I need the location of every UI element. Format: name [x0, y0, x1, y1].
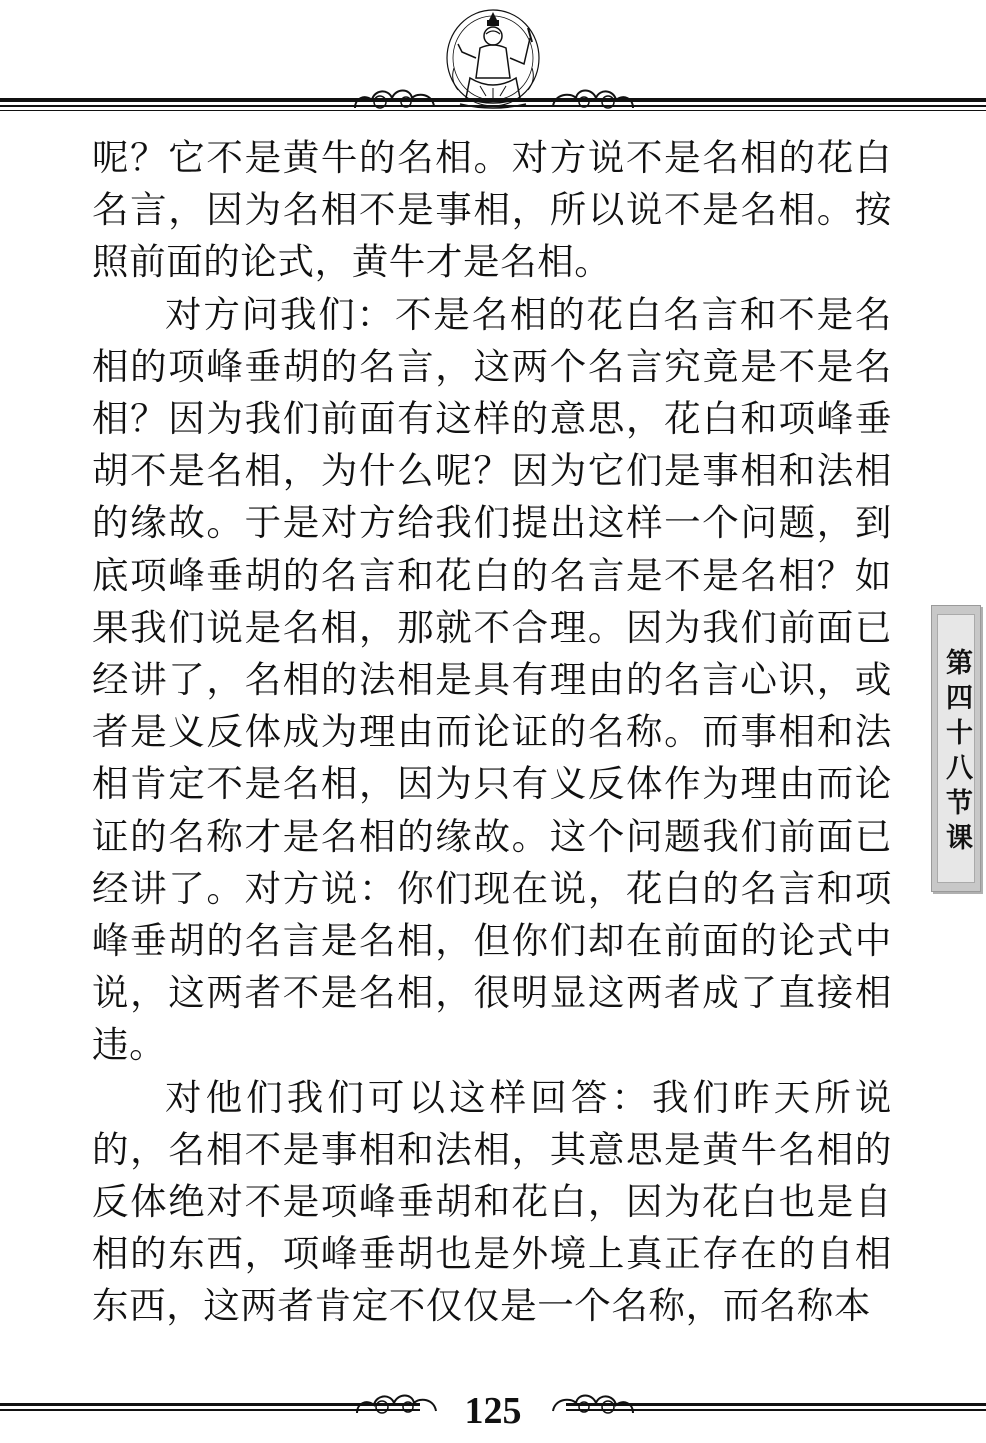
deity-figure-icon [440, 8, 546, 112]
paragraph: 对他们我们可以这样回答：我们昨天所说的，名相不是事相和法相，其意思是黄牛名相的反体绝对不是项峰垂胡和花白，因为花白也是自相的东西，项峰垂胡也是外境上真正存在的自相东西，这两者肯定不仅仅是一个名称，而名称本 [92, 1075, 892, 1328]
cloud-ornament-icon [548, 1385, 638, 1419]
chapter-side-tab [931, 605, 981, 892]
header-rule [0, 98, 986, 118]
paragraph: 呢？它不是黄牛的名相。对方说不是名相的花白名言，因为名相不是事相，所以说不是名相。按照前面的论式，黄牛才是名相。 [92, 136, 892, 284]
page-header [0, 0, 986, 120]
page-footer [0, 1385, 986, 1443]
chapter-label: 第四十八节课 [941, 648, 972, 858]
page-body [92, 132, 892, 1333]
paragraph: 对方问我们：不是名相的花白名言和不是名相的项峰垂胡的名言，这两个名言究竟是不是名相？因为我们前面有这样的意思，花白和项峰垂胡不是名相，为什么呢？因为它们是事相和法相的缘故。于是对方给我们提出这样一个问题，到底项峰垂胡的名言和花白的名言是不是名相？如果我们说是名相，那就不合理。因为我们前面已经讲了，名相的法相是具有理由的名言心识，或者是义反体成为理由而论证的名称。而事相和法相肯定不是名相，因为只有义反体作为理由而论证的名称才是名相的缘故。这个问题我们前面已经讲了。对方说：你们现在说，花白的名言和项峰垂胡的名言是名相，但你们却在前面的论式中说，这两者不是名相，很明显这两者成了直接相违。 [92, 292, 892, 1067]
page-number: 125 [464, 1390, 522, 1432]
cloud-ornament-icon [352, 1385, 442, 1419]
